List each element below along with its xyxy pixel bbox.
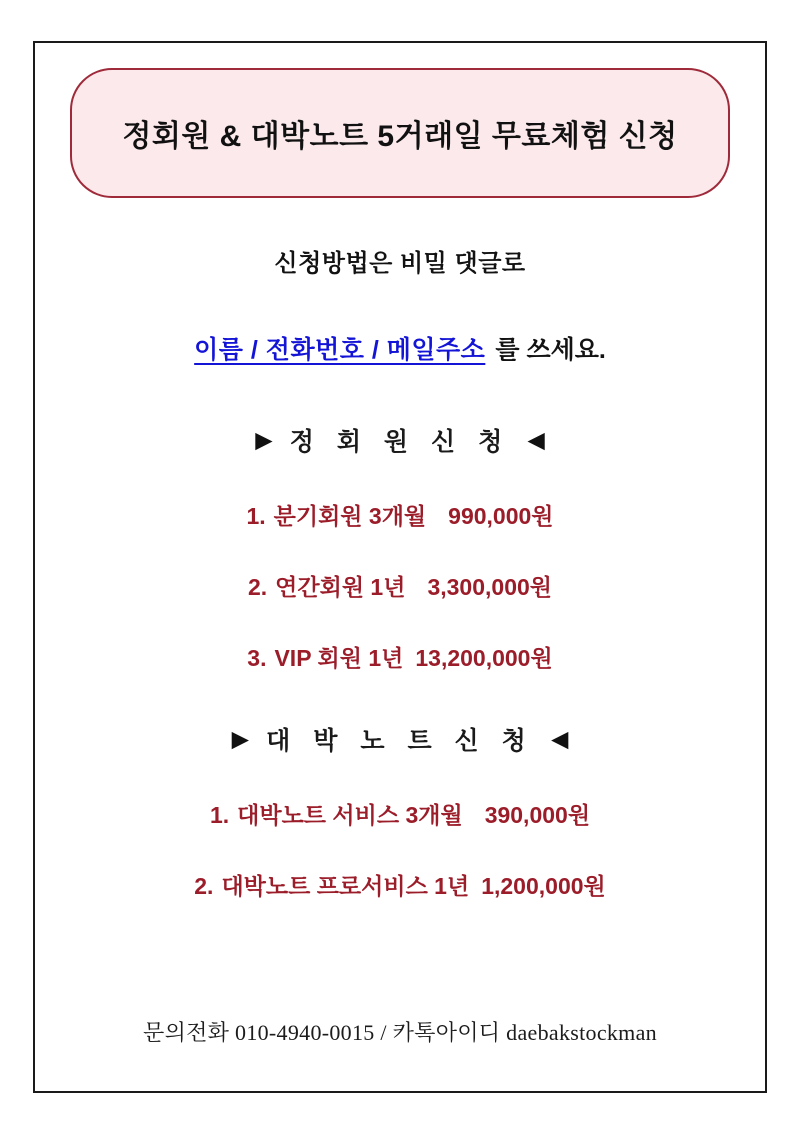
item-name: VIP 회원 1년 — [274, 645, 404, 671]
required-fields: 이름 / 전화번호 / 메일주소 — [194, 336, 486, 364]
title-banner — [70, 68, 730, 198]
item-name: 대박노트 서비스 3개월 — [237, 802, 463, 828]
item-number: 3. — [247, 645, 267, 671]
list-item — [194, 868, 606, 901]
item-number: 1. — [209, 802, 230, 828]
list-item — [246, 498, 553, 531]
contact-footer: 문의전화 010-4940-0015 / 카톡아이디 daebakstockman — [143, 1020, 657, 1045]
page-title: 정회원 & 대박노트 5거래일 무료체험 신청 — [122, 120, 678, 153]
section-header-daebaknote — [232, 721, 568, 757]
item-price: 390,000원 — [484, 802, 591, 828]
item-number: 1. — [246, 503, 266, 529]
item-number: 2. — [247, 574, 268, 600]
item-price: 1,200,000원 — [481, 873, 606, 899]
item-price: 13,200,000원 — [415, 645, 553, 671]
list-item — [247, 640, 552, 673]
item-price: 3,300,000원 — [427, 574, 552, 600]
required-fields-line — [194, 330, 606, 366]
list-item — [248, 569, 552, 602]
list-item — [210, 797, 590, 830]
required-fields-suffix: 를 쓰세요. — [495, 336, 606, 364]
section-header-membership — [256, 422, 545, 458]
item-number: 2. — [194, 873, 214, 899]
triangle-right-icon: ▶ — [255, 428, 272, 452]
item-name: 대박노트 프로서비스 1년 — [221, 873, 470, 899]
section-label: 정 회 원 신 청 — [289, 428, 511, 456]
triangle-left-icon: ◀ — [551, 727, 568, 751]
poster-content — [35, 43, 765, 1091]
item-price: 990,000원 — [448, 503, 554, 529]
triangle-right-icon: ▶ — [232, 727, 249, 751]
item-name: 연간회원 1년 — [275, 574, 406, 600]
triangle-left-icon: ◀ — [528, 428, 545, 452]
item-name: 분기회원 3개월 — [273, 503, 427, 529]
section-label: 대 박 노 트 신 청 — [266, 727, 534, 755]
poster-page — [33, 41, 767, 1093]
subtitle-text: 신청방법은 비밀 댓글로 — [274, 250, 526, 277]
